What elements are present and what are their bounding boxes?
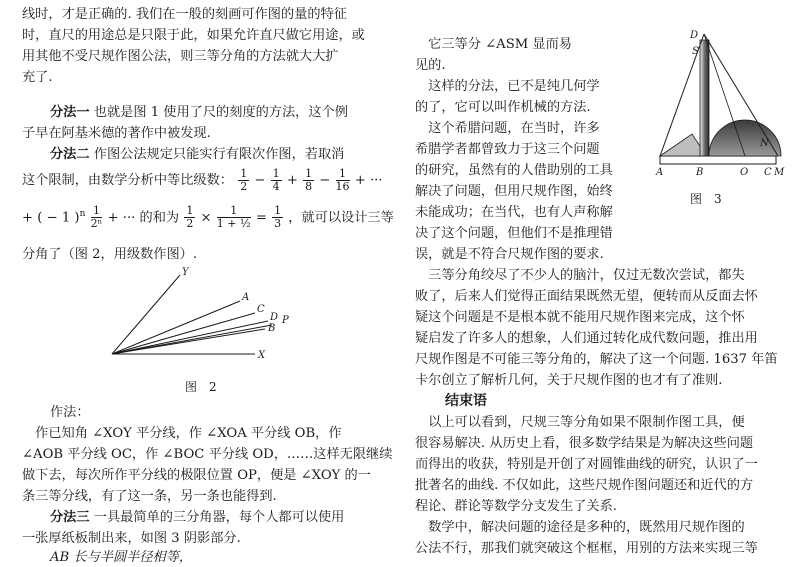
series-prefix: 这个限制，由数学分析中等比级数： [22,173,233,188]
figure-2-diagram [100,265,295,365]
method-two-text: 作图公法规定只能实行有限次作图，若取消 [93,147,345,162]
paragraph-line: 线时，才是正确的. 我们在一般的刻画可作图的量的特征 [22,7,347,22]
series-line: 这个限制，由数学分析中等比级数： $\frac{1}{2}$ − $\frac{1}{4}$ + $\frac{1}{8}$ − $\frac{1}{16}$ + ··· [22,167,383,193]
exponent: n [79,209,86,219]
section-heading: 结束语 [445,393,487,409]
paragraph-line: 时，直尺的用途总是只限于此，如果允许直尺做它用途，或 [22,28,365,43]
method-heading: 作法： [50,405,90,420]
paragraph-line: 做下去，每次所作平分线的极限位置 OP，便是 ∠XOY 的一 [22,468,371,483]
method-three-line [50,507,344,528]
label-a: A [656,167,664,176]
method-one-label: 分法一 [50,105,90,120]
label-y: Y [182,267,189,278]
label-p: P [282,315,289,326]
label-o: O [740,167,749,176]
paragraph-line: 败了，后来人们觉得正面结果既然无望，便转而从反面去怀 [415,289,758,304]
ray-oc [112,313,255,354]
paragraph-line: 分角了（图 2，用级数作图）. [22,247,198,262]
paragraph-line: 用其他不受尺规作图公法，则三等分角的方法就大大扩 [22,49,339,64]
label-b: B [696,167,704,176]
fraction: $\frac{1}{16}$ [335,167,350,193]
paragraph-line: 希腊学者都曾致力于这三个问题 [415,142,600,157]
series-sum-suffix: ，就可以设计三等 [288,210,394,226]
paragraph-line: 子早在阿基米德的著作中被发现. [22,126,211,141]
paragraph-line: 条三等分线，有了这一条，另一条也能得到. [22,489,277,504]
series-sum-text: + ··· 的和为 [107,210,180,226]
paragraph-line: 解决了问题，但用尺规作图，始终 [415,184,613,199]
paragraph-line: 尺规作图是不可能三等分角的，解决了这一个问题. 1637 年笛 [415,352,778,367]
paragraph-line: 而得出的收获，特别是开创了对圆锥曲线的研究，认识了一 [415,457,758,472]
method-three-text: 一具最简单的三分角器，每个人都可以使用 [93,510,345,525]
paragraph-line: 程论、群论等数学分支发生了关系. [415,499,618,514]
figure-3-caption: 图 3 [690,192,722,206]
paragraph-line: 决了这个问题，但他们不是推理错 [415,226,613,241]
label-m: M [774,167,785,176]
base-bar [660,156,776,164]
paragraph-line: 误，就是不符合尺规作图的要求. [415,247,604,262]
paragraph-line: 疑启发了许多人的想象，人们通过转化成代数问题，推出用 [415,331,758,346]
ray-od [112,321,268,354]
label-n: N [760,138,769,149]
method-three-label: 分法三 [50,510,90,525]
label-c: C [764,167,772,176]
label-s: S [692,46,699,57]
paragraph-line: 的研究，虽然有的人借助别的工具 [415,163,613,178]
paragraph-line: 作已知角 ∠XOY 平分线，作 ∠XOA 平分线 OB，作 [22,426,342,441]
vertical-bar [700,40,709,156]
series-suffix: + ··· [354,173,383,188]
paragraph-line: 以上可以看到，尺规三等分角如果不限制作图工具，便 [415,415,745,430]
fraction: $\frac{1}{2}$ [186,204,194,231]
paragraph-line: 见的. [415,58,446,73]
paragraph-line: 充了. [22,70,53,85]
paragraph-line: 批著名的曲线. 不仅如此，这些尺规作图问题还和近代的方 [415,478,754,493]
series-sum-line: + ( − 1 )$^n$ $\frac{1}{\text{2ⁿ}}$ + ··· 的和为 $\frac{1}{2}$ × $\frac{1}{\text{1 + ½}}$ = $\frac{1}{3}$ ，就可以设计三等 [22,204,394,231]
paragraph-line: AB 长与半圆半径相等， [50,550,193,565]
paragraph-line: 疑这个问题是不是根本就不能用尺规作图来完成，这个怀 [415,310,745,325]
ray-ob [112,329,265,354]
fraction: $\frac{1}{3}$ [274,204,282,231]
label-b: B [268,323,276,334]
paragraph-line: 卡尔创立了解析几何，关于尺规作图的也才有了准则. [415,373,723,388]
fraction: $\frac{1}{8}$ [305,167,313,193]
semicircle [709,120,781,156]
paragraph-line: 很容易解决. 从历史上看，很多数学结果是为解决这些问题 [415,436,754,451]
figure-3-diagram [652,28,792,176]
paragraph-line: 这个希腊问题，在当时，许多 [415,121,600,136]
label-c: C [257,304,265,315]
method-one-line [50,102,348,123]
paragraph-line: 公法不行，那我们就突破这个框框，用别的方法来实现三等 [415,541,758,556]
fraction: $\frac{1}{\text{2ⁿ}}$ [90,204,103,231]
paragraph-line: 一张厚纸板制出来，如图 3 阴影部分. [22,531,241,546]
paragraph-line: 它三等分 ∠ASM 显而易 [415,37,572,52]
label-x: X [258,350,266,361]
label-d: D [690,30,699,41]
method-one-text: 也就是图 1 使用了尺的刻度的方法，这个例 [93,105,348,120]
fraction: $\frac{1}{2}$ [240,167,248,193]
figure-2-caption: 图 2 [185,380,217,394]
paragraph-line: 数学中，解决问题的途径是多种的，既然用尺规作图的 [415,520,745,535]
series-term: + ( − 1 ) [22,210,80,226]
paragraph-line: 三等分角绞尽了不少人的脑汁，仅过无数次尝试，都失 [415,268,745,283]
method-two-label: 分法二 [50,147,90,162]
method-two-line [50,144,344,165]
paragraph-line: 这样的分法，已不是纯几何学 [415,79,600,94]
ray-oa [112,301,240,354]
fraction: $\frac{1}{4}$ [272,167,280,193]
compound-fraction: $\frac{1}{\text{1 + ½}}$ [216,204,251,231]
paragraph-line: ∠AOB 平分线 OC，作 ∠BOC 平分线 OD，……这样无限继续 [22,447,393,462]
paragraph-line: 的了，它可以叫作机械的方法. [415,100,591,115]
label-a: A [242,292,250,303]
label-d: D [270,312,279,323]
paragraph-line: 未能成功；在当代，也有人声称解 [415,205,613,220]
shaded-wedge [660,134,700,156]
